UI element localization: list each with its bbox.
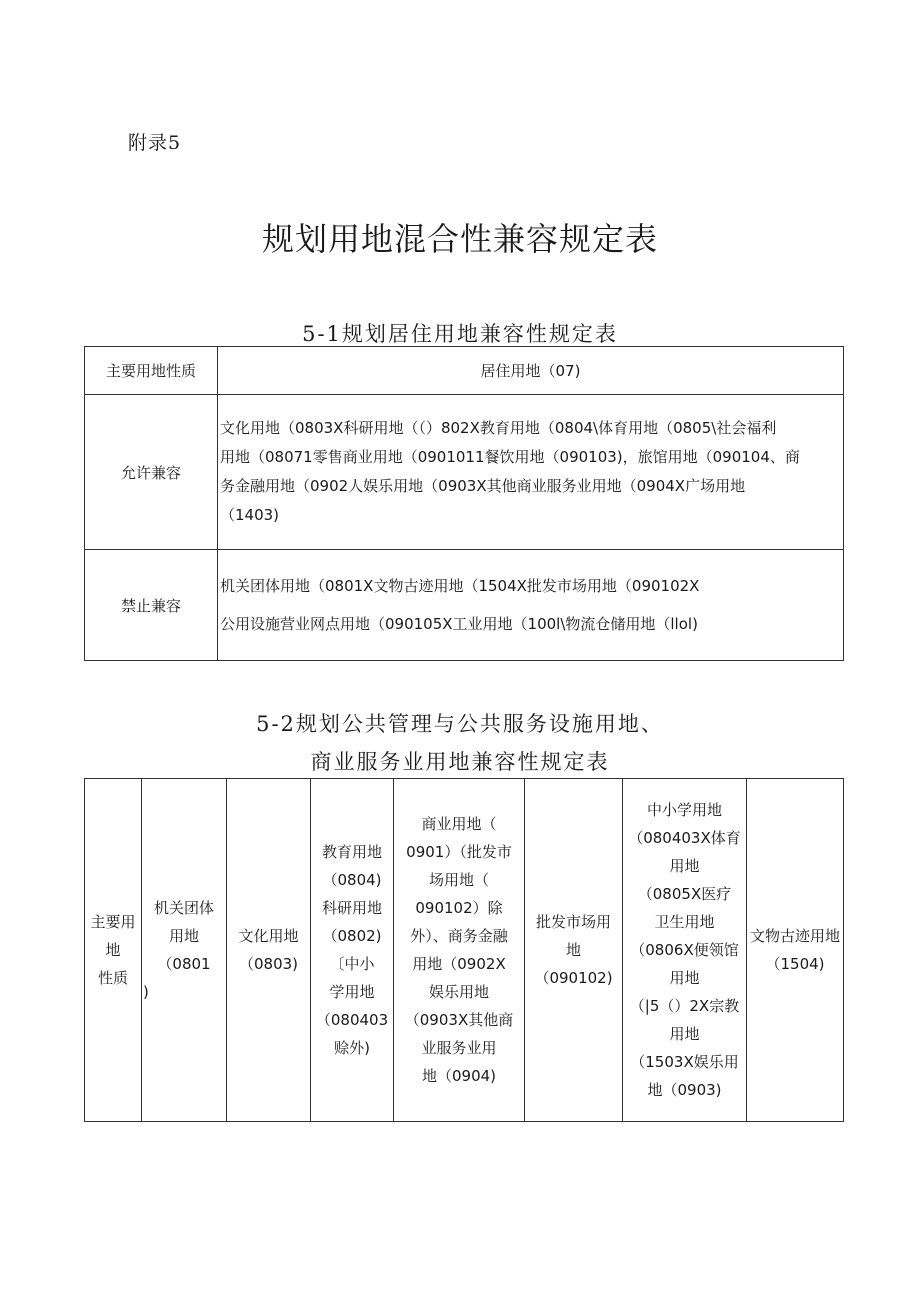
table2-caption-line2: 商业服务业用地兼容性规定表 <box>310 750 610 774</box>
table-row-allowed <box>85 395 844 550</box>
text-line: 用地（08071零售商业用地（0901011餐饮用地（090103)，旅馆用地（090104、商 <box>220 448 800 466</box>
prohibited-content-cell <box>218 550 844 661</box>
text-line: 文化用地（0803X科研用地（（）802X教育用地（0804\体育用地（0805\社会福利 <box>220 419 777 437</box>
prohibited-label-cell: 禁止兼容 <box>85 550 218 661</box>
allowed-label-cell: 允许兼容 <box>85 395 218 550</box>
table-row <box>85 779 844 1122</box>
column-school-land: 中小学用地 （080403X体育 用地 （0805X医疗 卫生用地 （0806X便领馆 用地 （|5（）2X宗教 用地 （1503X娱乐用 地（0903) <box>623 779 747 1122</box>
appendix-label: 附录5 <box>128 132 182 154</box>
table-header-row <box>85 347 844 395</box>
header-label-cell: 主要用地性质 <box>85 347 218 395</box>
column-culture-land: 文化用地 （0803) <box>227 779 311 1122</box>
column-government-land: 机关团体 用地 （0801 ) <box>142 779 227 1122</box>
header-value-cell: 居住用地（07) <box>218 347 844 395</box>
main-land-use-header-cell: 主要用 地 性质 <box>85 779 142 1122</box>
column-commercial-land: 商业用地（ 0901）（批发市 场用地（ 090102）除 外）、商务金融 用地（0902X 娱乐用地 （0903X其他商 业服务业用 地（0904) <box>394 779 525 1122</box>
allowed-content-cell <box>218 395 844 550</box>
page-title: 规划用地混合性兼容规定表 <box>261 220 658 258</box>
column-wholesale-market-land: 批发市场用 地 （090102) <box>525 779 623 1122</box>
text-line: 公用设施营业网点用地（090105X工业用地（100l\物流仓储用地（llol) <box>220 615 698 633</box>
text-line: 务金融用地（0902人娱乐用地（0903X其他商业服务业用地（0904X广场用地 <box>220 477 746 495</box>
table-row-prohibited <box>85 550 844 661</box>
column-heritage-land: 文物古迹用地 （1504) <box>747 779 844 1122</box>
text-line: 机关团体用地（0801X文物古迹用地（1504X批发市场用地（090102X <box>220 577 700 595</box>
column-education-land: 教育用地 （0804) 科研用地 （0802) 〔中小 学用地 （080403 赊外) <box>311 779 394 1122</box>
table1-caption: 5-1规划居住用地兼容性规定表 <box>302 322 618 346</box>
residential-compatibility-table <box>84 346 844 661</box>
text-line: （1403) <box>220 506 280 524</box>
table2-caption-line1: 5-2规划公共管理与公共服务设施用地、 <box>256 712 664 736</box>
public-commercial-compatibility-table <box>84 778 844 1122</box>
